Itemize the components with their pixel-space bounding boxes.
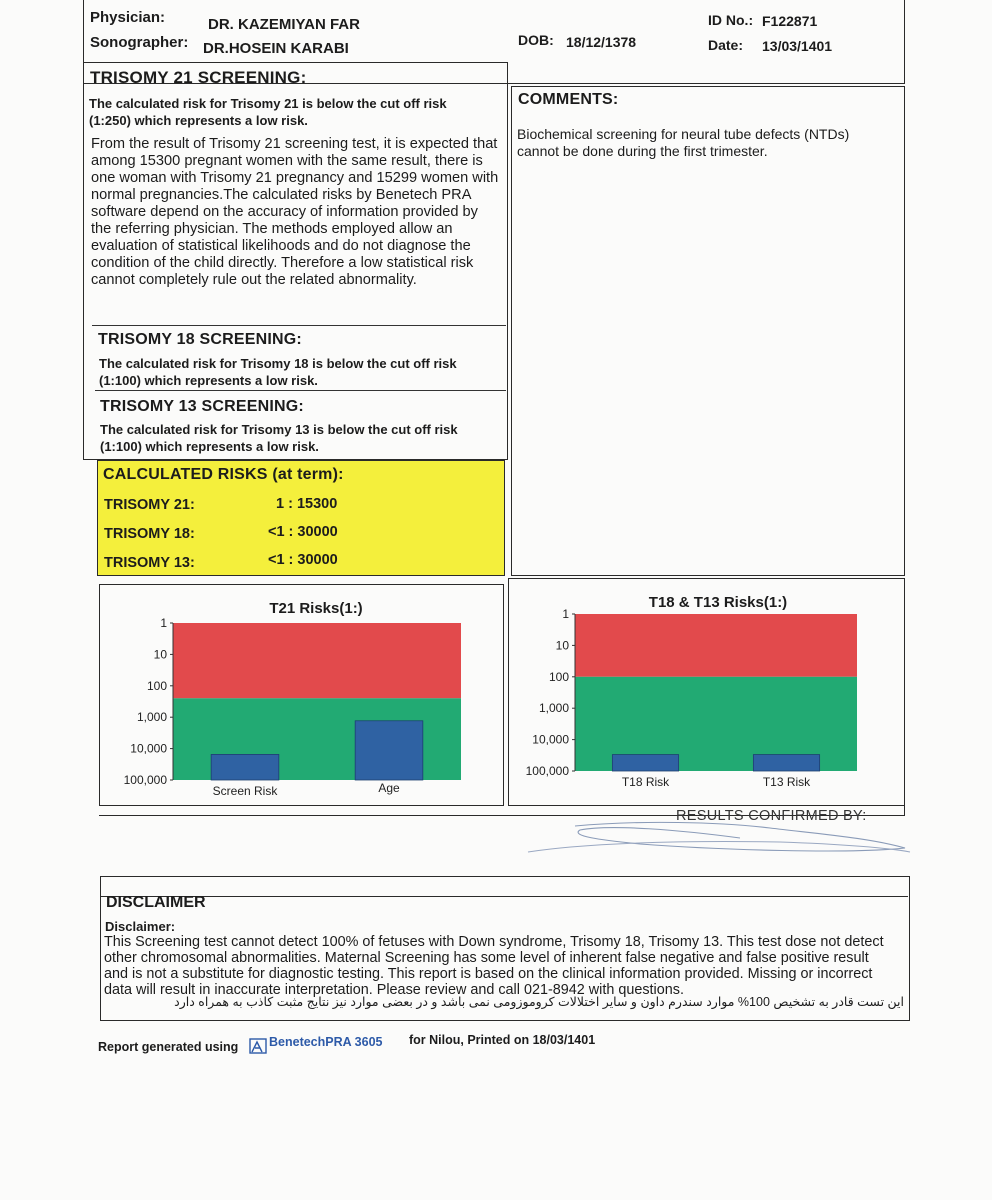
y-tick-label: 1 [160,616,167,630]
disclaimer-subtitle: Disclaimer: [105,919,176,934]
physician-value: DR. KAZEMIYAN FAR [208,16,360,33]
bar [753,755,819,771]
section-divider [92,325,506,326]
trisomy21-details: From the result of Trisomy 21 screening test, it is expected that among 15300 pregnant women with the same result, there is one woman with Trisomy 21 pregnancy and 15299 women with normal pregnancies.The calculated risks by Benetech PRA software depend on the accuracy of information provided by the referring physician. The methods employed allow an evaluation of statistical likelihoods and do not diagnose the condition of the child directly. Therefore a low statistical risk cannot completely rule out the related abnormality. [91,136,499,288]
y-tick-label: 100 [548,669,569,684]
date-value: 13/03/1401 [762,38,833,54]
y-tick-label: 10 [555,638,569,653]
y-tick-label: 100 [146,678,167,693]
y-tick-label: 10 [153,647,167,662]
t18-t13-chart-title: T18 & T13 Risks(1:) [648,594,788,611]
trisomy21-summary: The calculated risk for Trisomy 21 is below the cut off risk (1:250) which represents a low risk. [89,96,447,128]
y-tick-label: 1,000 [538,701,569,716]
printed-info: for Nilou, Printed on 18/03/1401 [409,1033,596,1047]
comments-title: COMMENTS: [518,91,619,108]
y-tick-label: 100,000 [525,764,569,778]
t21-chart-title: T21 Risks(1:) [269,600,363,617]
trisomy18-summary: The calculated risk for Trisomy 18 is below the cut off risk (1:100) which represents a low risk. [99,356,457,388]
bar [355,721,423,780]
risk-row-label: TRISOMY 18: [104,526,195,542]
y-tick-label: 10,000 [130,741,167,756]
y-tick-label: 1 [562,607,569,621]
y-tick-label: 100,000 [123,773,167,787]
disclaimer-divider [101,896,908,897]
disclaimer-persian: این تست قادر به تشخیص 100% موارد سندرم داون و سایر اختلالات کروموزومی نمی باشد و در بعضی موارد نیز نتایج مثبت کاذب به همراه دارد [174,995,904,1009]
x-tick-label: T13 Risk [762,775,811,789]
risk-row-value: <1 : 30000 [268,552,338,568]
section-divider [95,390,506,391]
risk-row-value: <1 : 30000 [268,524,338,540]
bar [612,755,678,771]
high-risk-band [173,623,461,698]
x-tick-label: Age [378,781,400,795]
trisomy18-title: TRISOMY 18 SCREENING: [98,331,302,348]
date-label: Date: [708,37,744,53]
benetech-brand: BenetechPRA 3605 [269,1035,383,1049]
risk-row-value: 1 : 15300 [276,496,338,512]
results-confirmed-label: RESULTS CONFIRMED BY: [676,808,867,824]
y-tick-label: 10,000 [532,732,569,747]
benetech-logo-icon [249,1038,267,1054]
high-risk-band [575,614,857,677]
bar [211,754,279,780]
signature-scribble [520,818,915,862]
t18-t13-chart [512,604,902,794]
dob-value: 18/12/1378 [566,34,637,50]
report-generated-label: Report generated using [98,1040,239,1054]
id-value: F122871 [762,13,818,29]
x-tick-label: T18 Risk [621,775,670,789]
comments-text: Biochemical screening for neural tube defects (NTDs) cannot be done during the first trimester. [517,126,850,159]
y-tick-label: 1,000 [136,710,167,725]
trisomy13-summary: The calculated risk for Trisomy 13 is below the cut off risk (1:100) which represents a low risk. [100,422,458,454]
sonographer-label: Sonographer: [90,34,189,51]
physician-label: Physician: [90,9,166,26]
id-label: ID No.: [708,12,754,28]
trisomy13-title: TRISOMY 13 SCREENING: [100,398,304,415]
disclaimer-text: This Screening test cannot detect 100% of fetuses with Down syndrome, Trisomy 18, Trisomy 13. This test dose not detect other chromosomal abnormalities. Maternal Screening has some level of inherent false negative and false positive result and is not a substitute for diagnostic testing. This report is based on the clinical information provided. Missing or incorrect data will result in inaccurate interpretation. Please review and call 021-8942 with questions. [104,934,884,998]
risk-row-label: TRISOMY 13: [104,555,195,571]
risk-row-label: TRISOMY 21: [104,497,195,513]
sonographer-value: DR.HOSEIN KARABI [203,40,349,57]
calculated-risks-title: CALCULATED RISKS (at term): [103,466,344,483]
trisomy21-title: TRISOMY 21 SCREENING: [90,68,307,87]
disclaimer-title: DISCLAIMER [106,894,206,911]
x-tick-label: Screen Risk [212,784,278,798]
t21-chart [105,610,500,800]
dob-label: DOB: [518,32,554,48]
